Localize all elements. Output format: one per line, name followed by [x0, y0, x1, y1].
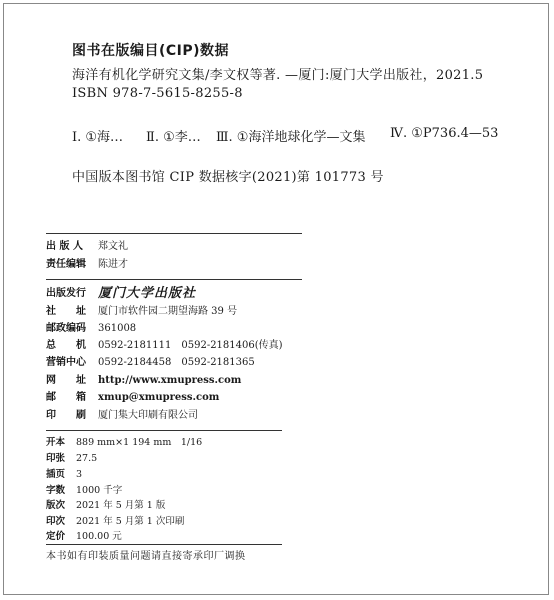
- postcode-value: 361008: [98, 323, 137, 334]
- spec-edition-row: [46, 499, 166, 513]
- spec-value: 100.00 元: [76, 531, 122, 542]
- spec-label: 插页: [46, 469, 66, 480]
- staff-editor-row: [46, 257, 128, 273]
- marketing-label: 营销中心: [46, 357, 86, 368]
- spec-label: 开本: [46, 437, 66, 448]
- divider-top: [46, 233, 302, 234]
- divider-specs: [46, 430, 282, 431]
- cip-class-4: Ⅳ. ①P736.4—53: [390, 126, 499, 141]
- cip-record-number: 中国版本图书馆 CIP 数据核字(2021)第 101773 号: [72, 170, 384, 185]
- spec-printing-row: [46, 515, 185, 529]
- spec-label: 印张: [46, 453, 66, 464]
- printer-row: [46, 408, 198, 424]
- publisher-label: 出版发行: [46, 288, 86, 299]
- printer-value: 厦门集大印刷有限公司: [98, 410, 198, 421]
- cip-isbn: ISBN 978-7-5615-8255-8: [72, 86, 243, 101]
- marketing-value: 0592-2184458 0592-2181365: [98, 357, 255, 368]
- postcode-row: [46, 321, 137, 337]
- address-value: 厦门市软件园二期望海路 39 号: [98, 306, 238, 317]
- staff-value: 郑文礼: [98, 241, 128, 252]
- cip-bibliographic-line: 海洋有机化学研究文集/李文权等著. —厦门:厦门大学出版社，2021.5: [72, 68, 484, 83]
- spec-label: 字数: [46, 485, 66, 496]
- staff-value: 陈进才: [98, 259, 128, 270]
- spec-price-row: [46, 530, 122, 544]
- cip-title: 图书在版编目(CIP)数据: [72, 43, 230, 59]
- phone-value: 0592-2181111 0592-2181406(传真): [98, 340, 283, 351]
- spec-value: 2021 年 5 月第 1 次印刷: [76, 516, 185, 527]
- spec-wordcount-row: [46, 484, 123, 498]
- postcode-label: 邮政编码: [46, 323, 86, 334]
- spec-value: 3: [76, 469, 83, 480]
- spec-value: 27.5: [76, 453, 98, 464]
- staff-publisher-row: [46, 239, 128, 255]
- website-row: [46, 373, 242, 389]
- spec-sheets-row: [46, 452, 98, 466]
- spec-value: 2021 年 5 月第 1 版: [76, 500, 166, 511]
- divider-bottom: [46, 544, 282, 545]
- email-row: [46, 390, 220, 406]
- publisher-row: [46, 286, 197, 302]
- spec-label: 定价: [46, 531, 66, 542]
- printer-label: 印 刷: [46, 410, 86, 421]
- email-label: 邮 箱: [46, 392, 86, 403]
- email-link[interactable]: xmup@xmupress.com: [98, 392, 220, 403]
- marketing-row: [46, 355, 255, 371]
- website-link[interactable]: http://www.xmupress.com: [98, 375, 242, 386]
- phone-label: 总 机: [46, 340, 86, 351]
- cip-class-1: Ⅰ. ①海…: [72, 130, 124, 145]
- address-label: 社 址: [46, 306, 86, 317]
- cip-class-3: Ⅲ. ①海洋地球化学—文集: [216, 130, 366, 145]
- divider-mid: [46, 279, 302, 280]
- address-row: [46, 304, 238, 320]
- spec-value: 1000 千字: [76, 485, 123, 496]
- phone-row: [46, 338, 283, 354]
- quality-notice: 本书如有印装质量问题请直接寄承印厂调换: [46, 551, 246, 562]
- spec-value: 889 mm×1 194 mm 1/16: [76, 437, 203, 448]
- spec-label: 版次: [46, 500, 66, 511]
- spec-plates-row: [46, 468, 83, 482]
- cip-class-2: Ⅱ. ①李…: [146, 130, 201, 145]
- staff-label: 责任编辑: [46, 259, 86, 270]
- spec-format-row: [46, 436, 203, 450]
- spec-label: 印次: [46, 516, 66, 527]
- publisher-logo-name: 厦门大学出版社: [98, 286, 197, 301]
- staff-label: 出 版 人: [46, 241, 83, 252]
- website-label: 网 址: [46, 375, 86, 386]
